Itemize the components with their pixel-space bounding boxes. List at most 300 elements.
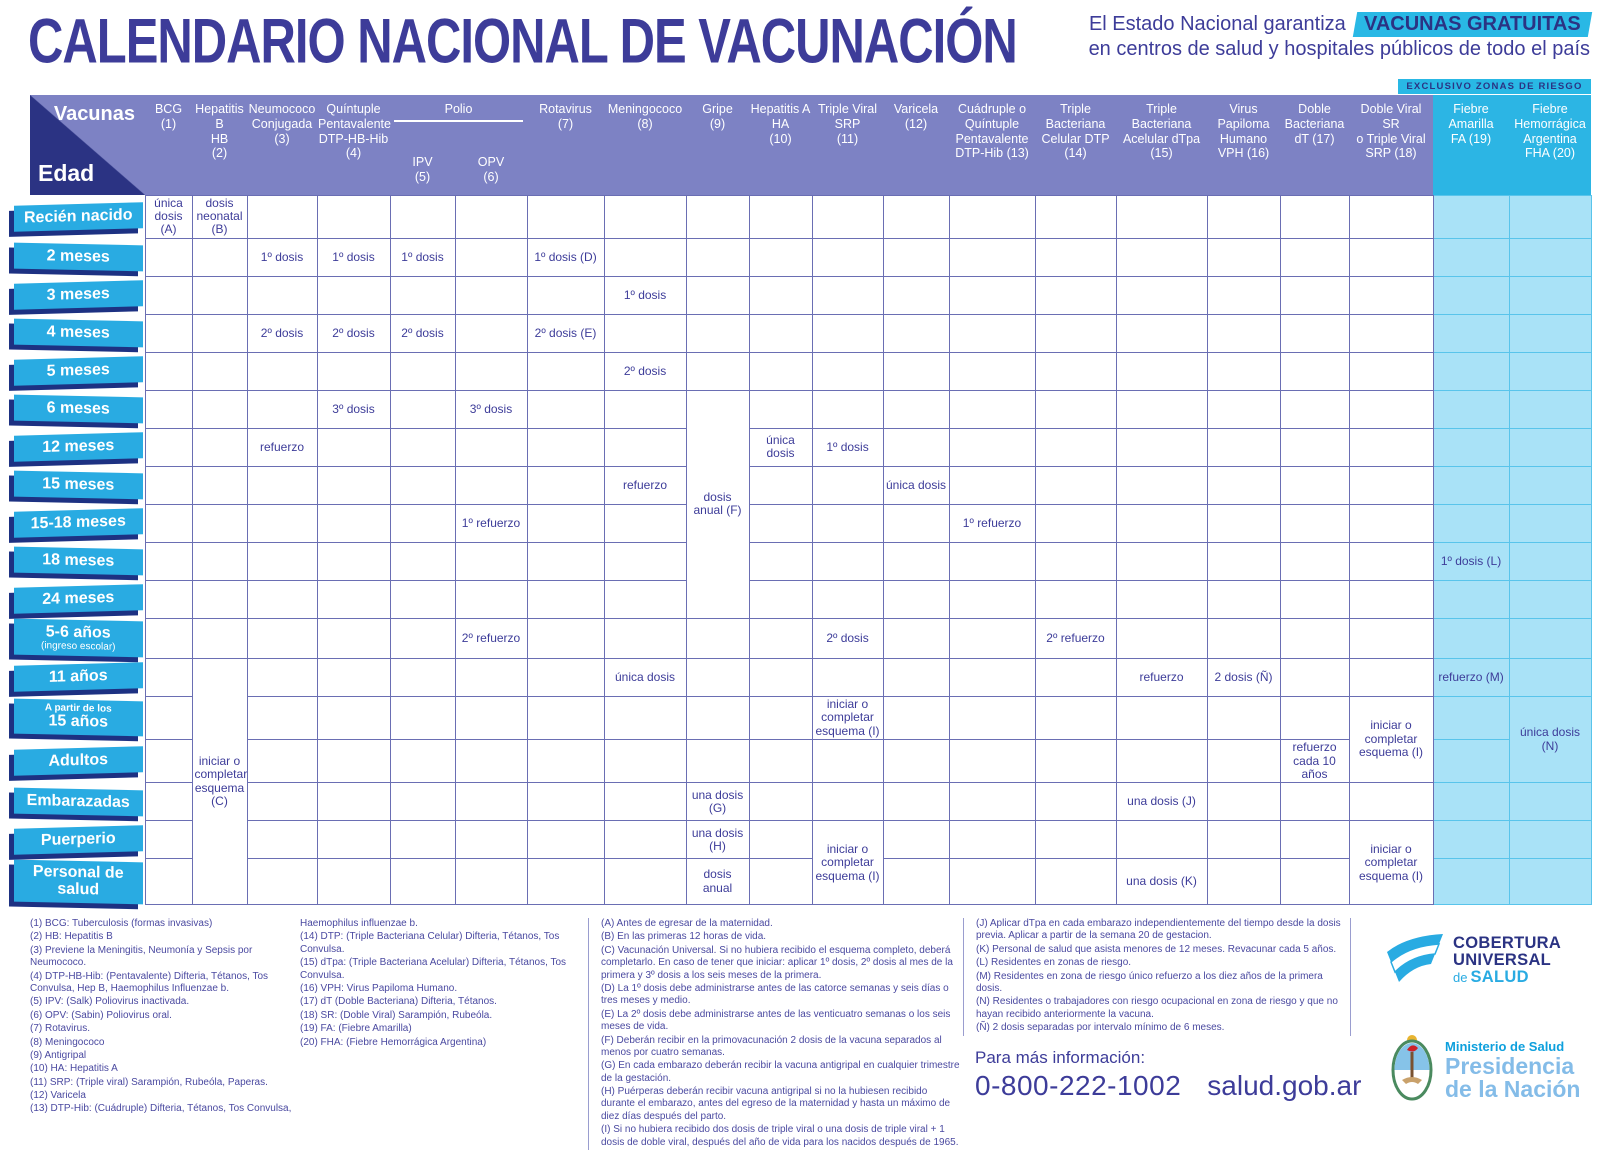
cell-24-meses-ipv — [390, 580, 455, 618]
cell-3-meses-hepatitis-a — [749, 276, 812, 314]
cell-5-6-anios-dtp: 2º refuerzo — [1035, 618, 1116, 658]
cell-15-anios-fa — [1433, 696, 1509, 739]
cell-5-6-anios-neumococo — [247, 618, 317, 658]
age-ribbon: 5-6 años (ingreso escolar) — [14, 619, 143, 658]
cell-11-anios-hb: iniciar o completar esquema (C) — [192, 658, 247, 904]
footnote-item: (5) IPV: (Salk) Poliovirus inactivada. — [30, 996, 190, 1008]
row-label-5-6-anios — [30, 618, 145, 658]
cell-15-meses-fa — [1433, 466, 1509, 504]
footnote-item: (H) Puérperas deberán recibir vacuna antigripal si no la hubiesen recibido durante el embarazo, antes del egreso de la maternidad y hasta un máximo de diez días después del parto. — [601, 1086, 951, 1122]
cell-adultos-varicela — [883, 740, 949, 783]
polio-group-label: Polio — [444, 102, 473, 116]
cell-15-18-meses-doble-viral — [1349, 504, 1433, 542]
cell-6-meses-hepatitis-a — [749, 390, 812, 428]
cell-personal-de-salud-meningococo — [604, 859, 686, 905]
cell-2-meses-varicela — [883, 238, 949, 276]
cell-personal-de-salud-varicela — [883, 859, 949, 905]
cell-11-anios-fha — [1509, 658, 1591, 696]
cell-4-meses-doble-viral — [1349, 314, 1433, 352]
cell-15-meses-ipv — [390, 466, 455, 504]
footnote-item: (N) Residentes o trabajadores con riesgo ocupacional en zona de riesgo y que no hayan recibido anteriormente la vacuna. — [976, 996, 1338, 1020]
cell-3-meses-dtpa — [1116, 276, 1207, 314]
column-header-polio-group — [390, 95, 527, 153]
cell-4-meses-hepatitis-a — [749, 314, 812, 352]
column-header-triple-viral: Triple Viral SRP (11) — [812, 95, 883, 195]
age-ribbon: 6 meses — [14, 395, 143, 424]
cell-6-meses-gripe: dosis anual (F) — [686, 390, 749, 618]
cell-personal-de-salud-hepatitis-a — [749, 859, 812, 905]
cell-2-meses-rotavirus: 1º dosis (D) — [527, 238, 604, 276]
corner-cell — [30, 95, 145, 195]
cell-15-meses-fha — [1509, 466, 1591, 504]
cell-4-meses-dtpa — [1116, 314, 1207, 352]
cell-2-meses-hepatitis-a — [749, 238, 812, 276]
cell-embarazadas-opv — [455, 783, 527, 821]
cell-5-6-anios-dtpa — [1116, 618, 1207, 658]
row-label-personal-de-salud — [30, 859, 145, 905]
cell-4-meses-quintuple: 2º dosis — [317, 314, 390, 352]
cell-24-meses-dtpa — [1116, 580, 1207, 618]
footnote-item: (10) HA: Hepatitis A — [30, 1063, 118, 1075]
cell-5-meses-cuadruple — [949, 352, 1035, 390]
cell-6-meses-triple-viral — [812, 390, 883, 428]
footnote-item: (G) En cada embarazo deberán recibir la vacuna antigripal en cualquier trimestre de la gestación. — [601, 1060, 960, 1084]
cell-recien-nacido-triple-viral — [812, 195, 883, 238]
cell-15-meses-rotavirus — [527, 466, 604, 504]
cell-personal-de-salud-quintuple — [317, 859, 390, 905]
cell-6-meses-neumococo — [247, 390, 317, 428]
cell-12-meses-dt — [1280, 428, 1349, 466]
cell-11-anios-hepatitis-a — [749, 658, 812, 696]
cell-15-meses-triple-viral — [812, 466, 883, 504]
cell-5-meses-hb — [192, 352, 247, 390]
cus-line2: UNIVERSAL — [1453, 950, 1552, 969]
cell-18-meses-dtp — [1035, 542, 1116, 580]
cell-3-meses-cuadruple — [949, 276, 1035, 314]
cell-3-meses-vph — [1207, 276, 1280, 314]
vaccine-table — [24, 95, 1592, 905]
column-header-meningococo: Meningococo (8) — [604, 95, 686, 195]
cell-3-meses-dtp — [1035, 276, 1116, 314]
cell-6-meses-rotavirus — [527, 390, 604, 428]
footnote-item: (6) OPV: (Sabin) Poliovirus oral. — [30, 1009, 172, 1021]
cell-2-meses-triple-viral — [812, 238, 883, 276]
cell-5-meses-bcg — [145, 352, 192, 390]
cell-18-meses-hepatitis-a — [749, 542, 812, 580]
cell-15-18-meses-dt — [1280, 504, 1349, 542]
cell-11-anios-opv — [455, 658, 527, 696]
cell-5-6-anios-doble-viral — [1349, 618, 1433, 658]
cell-11-anios-ipv — [390, 658, 455, 696]
ministry-line3: de la Nación — [1445, 1075, 1581, 1102]
cell-recien-nacido-hepatitis-a — [749, 195, 812, 238]
cell-3-meses-ipv — [390, 276, 455, 314]
cell-15-18-meses-vph — [1207, 504, 1280, 542]
cell-recien-nacido-bcg: única dosis (A) — [145, 195, 192, 238]
cell-puerperio-gripe: una dosis (H) — [686, 821, 749, 859]
cell-24-meses-quintuple — [317, 580, 390, 618]
cell-15-18-meses-opv: 1º refuerzo — [455, 504, 527, 542]
age-ribbon: 24 meses — [14, 585, 143, 615]
cell-5-6-anios-bcg — [145, 618, 192, 658]
cell-embarazadas-cuadruple — [949, 783, 1035, 821]
cell-18-meses-cuadruple — [949, 542, 1035, 580]
cell-recien-nacido-neumococo — [247, 195, 317, 238]
cell-adultos-ipv — [390, 740, 455, 783]
cell-15-18-meses-bcg — [145, 504, 192, 542]
cell-18-meses-hb — [192, 542, 247, 580]
row-label-12-meses — [30, 428, 145, 466]
cell-12-meses-doble-viral — [1349, 428, 1433, 466]
cell-6-meses-cuadruple — [949, 390, 1035, 428]
footnote-item: (8) Meningococo — [30, 1036, 105, 1048]
footnote-item: (A) Antes de egresar de la maternidad. — [601, 918, 773, 929]
row-label-11-anios — [30, 658, 145, 696]
cell-3-meses-bcg — [145, 276, 192, 314]
cell-recien-nacido-vph — [1207, 195, 1280, 238]
cell-11-anios-cuadruple — [949, 658, 1035, 696]
age-ribbon: 12 meses — [14, 433, 143, 463]
footnote-item: Haemophilus influenzae b. — [300, 918, 418, 929]
cell-6-meses-ipv — [390, 390, 455, 428]
cell-adultos-bcg — [145, 740, 192, 783]
cell-embarazadas-triple-viral — [812, 783, 883, 821]
cell-2-meses-dtp — [1035, 238, 1116, 276]
cell-15-18-meses-varicela — [883, 504, 949, 542]
cell-18-meses-ipv — [390, 542, 455, 580]
corner-edad-label: Edad — [38, 160, 95, 186]
cell-recien-nacido-varicela — [883, 195, 949, 238]
cell-4-meses-cuadruple — [949, 314, 1035, 352]
guarantee-text-2: en centros de salud y hospitales públicos de todo el país — [1088, 38, 1590, 60]
cell-puerperio-dtpa — [1116, 821, 1207, 859]
footnote-item: (17) dT (Doble Bacteriana) Difteria, Tétanos. — [300, 996, 497, 1008]
cell-2-meses-gripe — [686, 238, 749, 276]
cell-15-anios-rotavirus — [527, 696, 604, 739]
cell-adultos-vph — [1207, 740, 1280, 783]
footnote-item: (4) DTP-HB-Hib: (Pentavalente) Difteria, Tétanos, Tos Convulsa, Hep B, Haemophilus Influenzae b. — [30, 970, 269, 994]
cell-recien-nacido-opv — [455, 195, 527, 238]
cell-5-meses-rotavirus — [527, 352, 604, 390]
risk-zones-banner: EXCLUSIVO ZONAS DE RIESGO — [1398, 79, 1591, 94]
cell-embarazadas-dt — [1280, 783, 1349, 821]
cell-puerperio-quintuple — [317, 821, 390, 859]
phone-number: 0-800-222-1002 — [975, 1070, 1182, 1101]
cell-5-meses-varicela — [883, 352, 949, 390]
cell-puerperio-cuadruple — [949, 821, 1035, 859]
cell-3-meses-hb — [192, 276, 247, 314]
cell-5-meses-vph — [1207, 352, 1280, 390]
cell-recien-nacido-dtp — [1035, 195, 1116, 238]
cell-adultos-rotavirus — [527, 740, 604, 783]
cell-15-meses-doble-viral — [1349, 466, 1433, 504]
ministry-logo — [1388, 1032, 1580, 1109]
cell-24-meses-triple-viral — [812, 580, 883, 618]
cell-recien-nacido-fa — [1433, 195, 1509, 238]
cell-5-6-anios-gripe — [686, 618, 749, 658]
cell-24-meses-bcg — [145, 580, 192, 618]
age-ribbon: Embarazadas — [14, 788, 143, 817]
cell-3-meses-dt — [1280, 276, 1349, 314]
cell-adultos-opv — [455, 740, 527, 783]
footnote-item: (15) dTpa: (Triple Bacteriana Acelular) Difteria, Tétanos, Tos Convulsa. — [300, 957, 567, 981]
cell-6-meses-quintuple: 3º dosis — [317, 390, 390, 428]
cell-15-meses-dtp — [1035, 466, 1116, 504]
cell-3-meses-fha — [1509, 276, 1591, 314]
cell-15-meses-cuadruple — [949, 466, 1035, 504]
cell-5-meses-fa — [1433, 352, 1509, 390]
cell-15-18-meses-cuadruple: 1º refuerzo — [949, 504, 1035, 542]
cell-15-18-meses-neumococo — [247, 504, 317, 542]
coat-of-arms-icon — [1388, 1032, 1445, 1109]
age-ribbon: 18 meses — [14, 547, 143, 576]
age-ribbon: Personal de salud — [14, 860, 143, 904]
cell-4-meses-bcg — [145, 314, 192, 352]
cell-6-meses-fha — [1509, 390, 1591, 428]
cell-2-meses-vph — [1207, 238, 1280, 276]
cell-15-meses-meningococo: refuerzo — [604, 466, 686, 504]
cell-recien-nacido-cuadruple — [949, 195, 1035, 238]
cell-12-meses-fa — [1433, 428, 1509, 466]
cell-15-anios-hepatitis-a — [749, 696, 812, 739]
cell-embarazadas-rotavirus — [527, 783, 604, 821]
column-header-quintuple: Quíntuple Pentavalente DTP-HB-Hib (4) — [317, 95, 390, 195]
footnotes-vaccines-2 — [300, 918, 568, 1050]
cell-15-meses-bcg — [145, 466, 192, 504]
cell-18-meses-bcg — [145, 542, 192, 580]
age-ribbon: 11 años — [14, 663, 143, 693]
cell-6-meses-meningococo — [604, 390, 686, 428]
cell-15-18-meses-rotavirus — [527, 504, 604, 542]
cell-4-meses-varicela — [883, 314, 949, 352]
cell-recien-nacido-meningococo — [604, 195, 686, 238]
row-label-embarazadas — [26, 783, 145, 821]
age-ribbon: A partir de los 15 años — [14, 699, 143, 737]
cell-3-meses-doble-viral — [1349, 276, 1433, 314]
cell-18-meses-neumococo — [247, 542, 317, 580]
cell-24-meses-fha — [1509, 580, 1591, 618]
cell-puerperio-meningococo — [604, 821, 686, 859]
cell-15-anios-fha: única dosis (N) — [1509, 696, 1591, 783]
cell-11-anios-triple-viral — [812, 658, 883, 696]
cell-recien-nacido-rotavirus — [527, 195, 604, 238]
footnote-item: (B) En las primeras 12 horas de vida. — [601, 931, 767, 943]
cell-3-meses-quintuple — [317, 276, 390, 314]
column-header-dt: Doble Bacteriana dT (17) — [1280, 95, 1349, 195]
cell-12-meses-hepatitis-a: única dosis — [749, 428, 812, 466]
cell-15-anios-gripe — [686, 696, 749, 739]
cell-15-meses-varicela: única dosis — [883, 466, 949, 504]
cell-11-anios-doble-viral — [1349, 658, 1433, 696]
cell-puerperio-doble-viral: iniciar o completar esquema (I) — [1349, 821, 1433, 905]
cell-12-meses-fha — [1509, 428, 1591, 466]
cell-5-6-anios-dt — [1280, 618, 1349, 658]
cell-5-meses-doble-viral — [1349, 352, 1433, 390]
cell-15-18-meses-fa — [1433, 504, 1509, 542]
cell-15-18-meses-triple-viral — [812, 504, 883, 542]
cell-5-6-anios-fa — [1433, 618, 1509, 658]
cell-12-meses-vph — [1207, 428, 1280, 466]
cell-6-meses-opv: 3º dosis — [455, 390, 527, 428]
cell-12-meses-dtpa — [1116, 428, 1207, 466]
cell-24-meses-dtp — [1035, 580, 1116, 618]
footnote-item: (C) Vacunación Universal. Si no hubiera recibido el esquema completo, deberá completarlo. En caso de tener que iniciar: aplicar 1º dosis, 2º dosis al mes de la primera y 3º dosis a los seis meses de la primera. — [601, 944, 953, 981]
cell-24-meses-cuadruple — [949, 580, 1035, 618]
cell-5-6-anios-rotavirus — [527, 618, 604, 658]
footnote-item: (12) Varicela — [30, 1090, 86, 1102]
cell-puerperio-vph — [1207, 821, 1280, 859]
column-header-gripe: Gripe (9) — [686, 95, 749, 195]
cell-3-meses-gripe — [686, 276, 749, 314]
cell-18-meses-vph — [1207, 542, 1280, 580]
polio-bracket-line — [394, 120, 524, 122]
cell-12-meses-opv — [455, 428, 527, 466]
cell-11-anios-gripe — [686, 658, 749, 696]
footnote-item: (3) Previene la Meningitis, Neumonía y Sepsis por Neumococo. — [30, 944, 253, 969]
cell-15-anios-doble-viral: iniciar o completar esquema (I) — [1349, 696, 1433, 783]
cell-puerperio-dtp — [1035, 821, 1116, 859]
cell-15-anios-triple-viral: iniciar o completar esquema (I) — [812, 696, 883, 739]
cus-line1: COBERTURA — [1453, 934, 1562, 953]
cell-adultos-meningococo — [604, 740, 686, 783]
cell-12-meses-varicela — [883, 428, 949, 466]
cell-recien-nacido-hb: dosis neonatal (B) — [192, 195, 247, 238]
cell-adultos-fa — [1433, 740, 1509, 783]
cell-embarazadas-neumococo — [247, 783, 317, 821]
cell-15-anios-vph — [1207, 696, 1280, 739]
age-ribbon: Recién nacido — [14, 202, 143, 232]
cell-embarazadas-dtpa: una dosis (J) — [1116, 783, 1207, 821]
row-label-adultos — [30, 740, 145, 783]
cell-recien-nacido-doble-viral — [1349, 195, 1433, 238]
footnote-item: (M) Residentes en zona de riesgo único refuerzo a los diez años de la primera dosis. — [976, 970, 1323, 994]
cell-embarazadas-hepatitis-a — [749, 783, 812, 821]
cell-2-meses-fa — [1433, 238, 1509, 276]
cell-5-meses-gripe — [686, 352, 749, 390]
cell-6-meses-dtp — [1035, 390, 1116, 428]
row-label-24-meses — [30, 580, 145, 618]
footnotes-letters-2 — [963, 918, 1351, 1036]
guarantee-text: El Estado Nacional garantiza — [1088, 13, 1346, 35]
cell-24-meses-doble-viral — [1349, 580, 1433, 618]
cell-5-meses-hepatitis-a — [749, 352, 812, 390]
cell-18-meses-fha — [1509, 542, 1591, 580]
cell-15-18-meses-fha — [1509, 504, 1591, 542]
cell-personal-de-salud-cuadruple — [949, 859, 1035, 905]
cell-24-meses-varicela — [883, 580, 949, 618]
cell-4-meses-triple-viral — [812, 314, 883, 352]
cell-personal-de-salud-opv — [455, 859, 527, 905]
cell-personal-de-salud-fha — [1509, 859, 1591, 905]
cell-puerperio-fa — [1433, 821, 1509, 859]
cell-recien-nacido-dtpa — [1116, 195, 1207, 238]
row-label-3-meses — [30, 276, 145, 314]
column-header-varicela: Varicela (12) — [883, 95, 949, 195]
cell-4-meses-vph — [1207, 314, 1280, 352]
cell-15-anios-dtpa — [1116, 696, 1207, 739]
age-ribbon: 3 meses — [14, 281, 143, 311]
cell-puerperio-rotavirus — [527, 821, 604, 859]
footnote-item: (K) Personal de salud que asista menores de 12 meses. Revacunar cada 5 años. — [976, 943, 1337, 955]
cell-adultos-dtpa — [1116, 740, 1207, 783]
cell-embarazadas-doble-viral — [1349, 783, 1433, 821]
page-title: CALENDARIO NACIONAL DE VACUNACIÓN — [28, 7, 1017, 77]
cell-12-meses-neumococo: refuerzo — [247, 428, 317, 466]
column-header-fa: Fiebre Amarilla FA (19) — [1433, 95, 1509, 195]
cell-12-meses-rotavirus — [527, 428, 604, 466]
footnote-item: (D) La 1º dosis debe administrarse antes de las catorce semanas y seis días o tres meses y medio. — [601, 982, 949, 1007]
cell-24-meses-rotavirus — [527, 580, 604, 618]
cell-15-anios-varicela — [883, 696, 949, 739]
cell-15-18-meses-dtpa — [1116, 504, 1207, 542]
cell-embarazadas-bcg — [145, 783, 192, 821]
cell-personal-de-salud-vph — [1207, 859, 1280, 905]
footnote-item: (13) DTP-Hib: (Cuádruple) Difteria, Tétanos, Tos Convulsa, — [30, 1103, 292, 1115]
cell-12-meses-meningococo — [604, 428, 686, 466]
column-header-rotavirus: Rotavirus (7) — [527, 95, 604, 195]
website: salud.gob.ar — [1207, 1070, 1362, 1101]
column-header-hb: Hepatitis B HB (2) — [192, 95, 247, 195]
cell-15-anios-quintuple — [317, 696, 390, 739]
cell-personal-de-salud-bcg — [145, 859, 192, 905]
cell-12-meses-triple-viral: 1º dosis — [812, 428, 883, 466]
age-ribbon: 4 meses — [14, 319, 143, 348]
cell-5-6-anios-ipv — [390, 618, 455, 658]
cell-5-6-anios-vph — [1207, 618, 1280, 658]
cell-18-meses-fa: 1º dosis (L) — [1433, 542, 1509, 580]
cell-6-meses-doble-viral — [1349, 390, 1433, 428]
cell-5-meses-dtpa — [1116, 352, 1207, 390]
cell-puerperio-varicela — [883, 821, 949, 859]
column-header-dtp: Triple Bacteriana Celular DTP (14) — [1035, 95, 1116, 195]
cell-15-18-meses-quintuple — [317, 504, 390, 542]
cell-24-meses-neumococo — [247, 580, 317, 618]
cell-15-anios-bcg — [145, 696, 192, 739]
cell-18-meses-varicela — [883, 542, 949, 580]
cell-recien-nacido-ipv — [390, 195, 455, 238]
footnote-item: (1) BCG: Tuberculosis (formas invasivas) — [30, 918, 213, 929]
header-right — [1089, 12, 1590, 62]
cell-12-meses-bcg — [145, 428, 192, 466]
cell-24-meses-hb — [192, 580, 247, 618]
cell-15-meses-opv — [455, 466, 527, 504]
cell-4-meses-gripe — [686, 314, 749, 352]
cell-18-meses-quintuple — [317, 542, 390, 580]
cell-24-meses-hepatitis-a — [749, 580, 812, 618]
cell-personal-de-salud-neumococo — [247, 859, 317, 905]
cell-3-meses-rotavirus — [527, 276, 604, 314]
row-label-15-18-meses — [30, 504, 145, 542]
cell-5-6-anios-meningococo — [604, 618, 686, 658]
cell-15-meses-neumococo — [247, 466, 317, 504]
cell-24-meses-vph — [1207, 580, 1280, 618]
footnote-item: (Ñ) 2 dosis separadas por intervalo mínimo de 6 meses. — [976, 1022, 1225, 1034]
cell-embarazadas-quintuple — [317, 783, 390, 821]
cell-5-6-anios-quintuple — [317, 618, 390, 658]
cell-15-anios-meningococo — [604, 696, 686, 739]
cell-5-meses-fha — [1509, 352, 1591, 390]
column-header-cuadruple: Cuádruple o Quíntuple Pentavalente DTP-Hib (13) — [949, 95, 1035, 195]
info-label: Para más información: — [975, 1048, 1146, 1067]
cell-embarazadas-fa — [1433, 783, 1509, 821]
footnotes-vaccines-1 — [30, 918, 292, 1117]
cell-5-6-anios-fha — [1509, 618, 1591, 658]
cell-15-anios-ipv — [390, 696, 455, 739]
age-ribbon: Puerperio — [14, 825, 143, 855]
cell-15-meses-dt — [1280, 466, 1349, 504]
cell-15-anios-neumococo — [247, 696, 317, 739]
cell-2-meses-neumococo: 1º dosis — [247, 238, 317, 276]
